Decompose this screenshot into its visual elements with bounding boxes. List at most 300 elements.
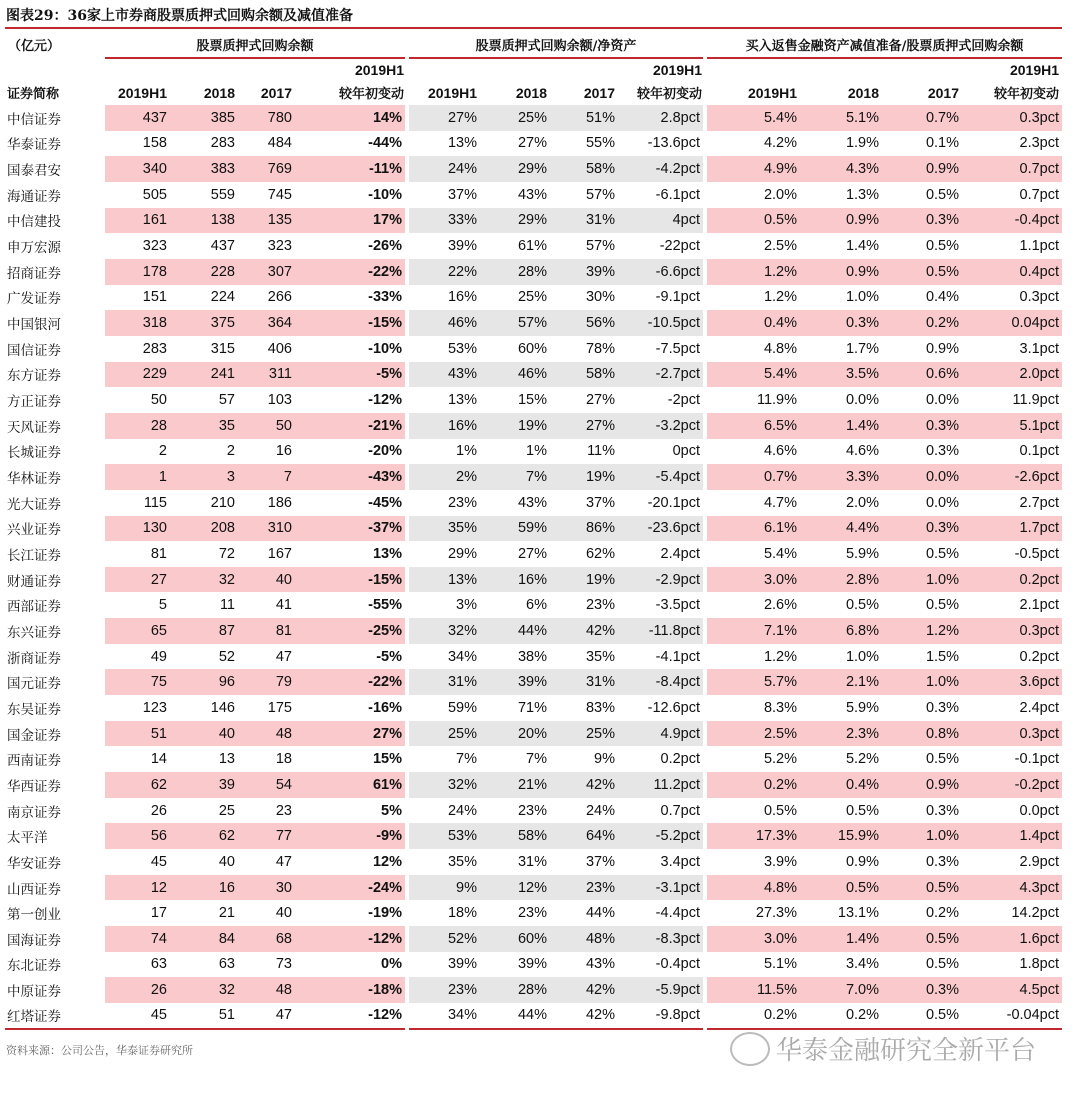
cell: 74 [105,926,170,952]
cell: 2.5% [705,721,800,747]
cell: 24% [407,798,480,824]
broker-name: 中原证券 [7,984,61,1001]
cell: 0.3pct [962,618,1062,644]
broker-name: 东北证券 [7,958,61,975]
cell: 1.1pct [1019,238,1060,255]
cell: 375 [170,310,238,336]
cell: 3% [407,592,480,618]
cell: 23% [407,977,480,1003]
cell: 1.7pct [962,516,1062,542]
cell: 42% [550,772,618,798]
cell: 0.2pct [962,567,1062,593]
table-row [5,413,1062,439]
cell: 2.0pct [962,362,1062,388]
cell: 0.3% [925,802,960,819]
cell: 11 [219,597,235,614]
cell: -4.2pct [618,156,705,182]
cell: 484 [267,135,292,152]
table-row [5,336,1062,362]
cell: 4.6% [705,439,800,465]
cell: 12% [372,853,403,870]
cell: 48 [238,977,295,1003]
cell: 25% [517,289,548,306]
unit-label: （亿元） [8,39,61,54]
cell: -13.6pct [647,135,701,152]
cell: 0.6% [882,362,962,388]
cell: 1.0% [845,289,880,306]
table-row [5,1003,1062,1029]
cell: 28% [480,977,550,1003]
cell: -22% [295,669,407,695]
cell: 0.5% [705,798,800,824]
cell: 96 [170,669,238,695]
cell: 33% [407,208,480,234]
cell: 2 [226,443,235,460]
cell: 0.9% [882,156,962,182]
cell: 61% [517,238,548,255]
cell: 0.4% [705,310,800,336]
cell: -26% [368,238,403,255]
cell: 55% [585,135,616,152]
cell: 19% [550,567,618,593]
cell: 6.5% [705,413,800,439]
cell: 2.5% [705,233,800,259]
cell: 0.7pct [1019,186,1060,203]
cell: -10% [368,186,403,203]
cell: 0.4% [800,772,882,798]
cell: 23 [275,802,292,819]
cell: -3.2pct [618,413,705,439]
cell: 26 [150,802,167,819]
cell: 35% [585,648,616,665]
cell: 241 [170,362,238,388]
cell: 1.4pct [962,823,1062,849]
cell: 0.2% [800,1003,882,1029]
broker-name: 东兴证券 [7,624,61,641]
source-note: 资料来源：公司公告，华泰证券研究所 [6,1044,193,1057]
title-divider [5,27,1062,29]
cell: 35% [407,849,480,875]
cell: 12 [105,875,170,901]
cell: 5.1% [705,952,800,978]
cell: 0.0% [882,464,962,490]
cell: 364 [238,310,295,336]
cell: -8.4pct [618,669,705,695]
cell: 0.3% [925,853,960,870]
cell: 40 [218,853,235,870]
col-header-2018: 2018 [203,84,235,101]
cell: 12% [480,875,550,901]
cell: 3.4pct [660,853,701,870]
cell: 58% [550,362,618,388]
cell: 79 [238,669,295,695]
cell: 2.0% [845,494,880,511]
cell: 161 [105,208,170,234]
cell: 283 [142,340,167,357]
table-row [5,362,1062,388]
table-row [5,952,1062,978]
cell: 47 [238,1003,295,1029]
cell: 1.4% [800,413,882,439]
cell: 19% [550,464,618,490]
cell: 5.4% [705,105,800,131]
cell: 0.04pct [962,310,1062,336]
cell: 7% [407,746,480,772]
broker-name: 国海证券 [7,932,61,949]
cell: 0.3pct [962,721,1062,747]
cell: 135 [238,208,295,234]
broker-name: 南京证券 [7,804,61,821]
cell: 63 [218,956,235,973]
cell: 3.3% [800,464,882,490]
cell: 40 [170,721,238,747]
cell: 138 [170,208,238,234]
cell: 266 [267,289,292,306]
cell: -24% [295,875,407,901]
col-header-2019h1: 2019H1 [427,84,478,101]
cell: 57 [218,392,235,409]
cell: -9% [295,823,407,849]
cell: 65 [105,618,170,644]
cell: 13% [407,567,480,593]
cell: 505 [142,186,167,203]
col-header-chg-bottom: 较年初变动 [994,87,1060,102]
cell: 26 [105,977,170,1003]
cell: 15% [372,751,403,768]
cell: 52% [407,926,480,952]
cell: 8.3% [705,695,800,721]
cell: 62 [105,772,170,798]
cell: 17 [150,905,167,922]
cell: -12% [295,926,407,952]
table-row [5,669,1062,695]
cell: 123 [142,699,167,716]
cell: 48 [238,721,295,747]
broker-name: 华林证券 [7,471,61,488]
cell: 59% [480,516,550,542]
table-row [5,156,1062,182]
cell: 86% [550,516,618,542]
cell: 210 [210,494,235,511]
cell: 81 [238,618,295,644]
table-row [5,823,1062,849]
table-row [5,105,1062,131]
cell: -2.6pct [962,464,1062,490]
cell: 228 [170,259,238,285]
cell: 0.5% [925,751,960,768]
broker-name: 招商证券 [7,265,61,282]
cell: 32 [170,567,238,593]
cell: 77 [238,823,295,849]
table-row [5,721,1062,747]
cell: 3 [170,464,238,490]
cell: 25% [407,721,480,747]
cell: -18% [295,977,407,1003]
table-row [5,208,1062,234]
cell: 44% [585,905,616,922]
cell: 13% [407,387,480,413]
cell: 14% [295,105,407,131]
col-header-2017: 2017 [927,84,960,101]
cell: 11.2pct [618,772,705,798]
broker-name: 广发证券 [7,291,61,308]
cell: 1.2% [705,259,800,285]
cell: 1.4% [845,238,880,255]
cell: 27% [517,545,548,562]
cell: 769 [238,156,295,182]
cell: 43% [407,362,480,388]
col-header-chg-top: 2019H1 [652,61,703,78]
cell: 0.7% [705,464,800,490]
cell: 58% [480,823,550,849]
cell: 437 [105,105,170,131]
cell: 0.7% [882,105,962,131]
cell: 71% [517,699,548,716]
cell: 2.1pct [1019,597,1060,614]
broker-name: 中信证券 [7,111,61,128]
col-header-2018: 2018 [847,84,880,101]
table-row [5,618,1062,644]
cell: 17.3% [705,823,800,849]
cell: 7% [526,751,548,768]
cell: 75 [105,669,170,695]
cell: 25% [480,105,550,131]
cell: 13 [218,751,235,768]
cell: 50 [150,392,167,409]
broker-name: 西南证券 [7,753,61,770]
group-header-balance: 股票质押式回购余额 [105,31,407,58]
cell: 0.3% [882,977,962,1003]
cell: 59% [407,695,480,721]
cell: 6% [526,597,548,614]
cell: 60% [517,340,548,357]
cell: 1.8pct [1019,956,1060,973]
cell: -12.6pct [647,699,701,716]
cell: 39 [170,772,238,798]
cell: 64% [550,823,618,849]
cell: 0.9% [925,340,960,357]
cell: 39% [407,233,480,259]
cell: 0.9% [882,772,962,798]
cell: 62% [585,545,616,562]
cell: -6.1pct [655,186,701,203]
cell: 437 [210,238,235,255]
cell: 1.0% [882,669,962,695]
cell: -4.4pct [655,905,701,922]
cell: 42% [550,618,618,644]
col-header-chg-bottom: 较年初变动 [339,87,405,102]
cell: 68 [238,926,295,952]
cell: 14.2pct [1011,905,1060,922]
cell: 385 [170,105,238,131]
cell: 51 [105,721,170,747]
cell: 13.1% [837,905,880,922]
cell: 51% [550,105,618,131]
cell: 87 [170,618,238,644]
cell: 40 [238,567,295,593]
cell: 16% [407,285,480,311]
cell: 47 [275,648,292,665]
cell: 1.9% [845,135,880,152]
cell: 6.8% [800,618,882,644]
cell: 57% [480,310,550,336]
broker-name: 西部证券 [7,599,61,616]
cell: 39% [407,952,480,978]
cell: 0.3% [882,208,962,234]
cell: 78% [585,340,616,357]
broker-name: 国金证券 [7,727,61,744]
cell: 57% [585,186,616,203]
cell: 7% [480,464,550,490]
cell: 0.0pct [1019,802,1060,819]
cell: 23% [407,490,480,516]
cell: 40 [275,905,292,922]
cell: 27% [517,135,548,152]
cell: 73 [275,956,292,973]
cell: 0.3% [925,443,960,460]
cell: 0.2% [705,1003,800,1029]
cell: 0.7pct [660,802,701,819]
broker-name: 天风证券 [7,419,61,436]
broker-name: 长城证券 [7,445,61,462]
cell: 16 [170,875,238,901]
cell: 0.3% [800,310,882,336]
cell: -3.1pct [618,875,705,901]
table-row [5,285,1062,311]
cell: 14 [150,751,167,768]
table-row [5,310,1062,336]
cell: 2.4pct [660,545,701,562]
table-row [5,490,1062,516]
cell: 0.2% [705,772,800,798]
cell: 2.8% [800,567,882,593]
cell: 1.0% [882,567,962,593]
cell: 29% [480,208,550,234]
cell: 83% [585,699,616,716]
cell: 1.2% [705,285,800,311]
broker-name: 中信建投 [7,214,61,231]
cell: 21% [480,772,550,798]
cell: 9% [407,875,480,901]
cell: 2% [407,464,480,490]
cell: 4.4% [800,516,882,542]
cell: 5% [381,802,403,819]
cell: 27% [585,392,616,409]
cell: 16% [407,413,480,439]
cell: -37% [295,516,407,542]
cell: 0.3% [882,516,962,542]
group-header-impairment-ratio: 买入返售金融资产减值准备/股票质押式回购余额 [705,31,1062,58]
cell: 5.9% [845,545,880,562]
cell: 0.5% [925,238,960,255]
cell: 29% [407,541,480,567]
cell: 50 [238,413,295,439]
broker-name: 国信证券 [7,342,61,359]
cell: 323 [142,238,167,255]
cell: -20% [368,443,403,460]
cell: 16% [480,567,550,593]
cell: 7.1% [705,618,800,644]
cell: 7.0% [800,977,882,1003]
cell: 5 [158,597,167,614]
cell: 42% [550,977,618,1003]
cell: 42% [550,1003,618,1029]
cell: 229 [105,362,170,388]
cell: 24% [407,156,480,182]
cell: 17% [295,208,407,234]
cell: 0.3pct [962,105,1062,131]
cell: 1.7% [845,340,880,357]
cell: 61% [295,772,407,798]
broker-name: 长江证券 [7,547,61,564]
cell: 15.9% [800,823,882,849]
broker-name: 光大证券 [7,496,61,513]
cell: 11.9pct [1012,392,1060,409]
cell: 48% [550,926,618,952]
cell: 54 [238,772,295,798]
cell: 406 [267,340,292,357]
cell: 16 [275,443,292,460]
cell: 28% [480,259,550,285]
cell: 25 [218,802,235,819]
broker-name: 第一创业 [7,907,61,924]
broker-name: 中国银河 [7,317,61,334]
cell: 1.6pct [962,926,1062,952]
cell: 3.0% [705,567,800,593]
col-header-chg-top: 2019H1 [354,61,405,78]
cell: 27% [550,413,618,439]
cell: 315 [210,340,235,357]
broker-name: 财通证券 [7,573,61,590]
cell: 19% [480,413,550,439]
cell: 1.3% [845,186,880,203]
cell: 5.9% [845,699,880,716]
table-row [5,644,1062,670]
cell: -0.4pct [962,208,1062,234]
cell: 58% [550,156,618,182]
cell: 6.1% [705,516,800,542]
table-row [5,772,1062,798]
cell: 0.3% [925,699,960,716]
cell: 24% [585,802,616,819]
broker-name: 方正证券 [7,394,61,411]
col-header-name: 证券简称 [7,87,60,102]
wechat-icon [730,1032,770,1066]
cell: 4.8% [705,336,800,362]
broker-name: 浙商证券 [7,650,61,667]
broker-name: 国泰君安 [7,163,61,180]
cell: 0.3% [882,413,962,439]
col-header-chg-bottom: 较年初变动 [637,87,703,102]
cell: 3.0% [705,926,800,952]
cell: 1.5% [925,648,960,665]
table-row [5,387,1062,413]
cell: 2.0% [705,182,800,208]
cell: 27 [105,567,170,593]
table-row [5,746,1062,772]
cell: 4.7% [705,490,800,516]
table-row [5,900,1062,926]
cell: 4.6% [845,443,880,460]
table-row [5,541,1062,567]
cell: 0.5% [882,1003,962,1029]
cell: -5.2pct [618,823,705,849]
cell: 43% [585,956,616,973]
table-row [5,131,1062,157]
cell: -9.8pct [618,1003,705,1029]
cell: 5.2% [845,751,880,768]
cell: 0.3pct [1019,289,1060,306]
